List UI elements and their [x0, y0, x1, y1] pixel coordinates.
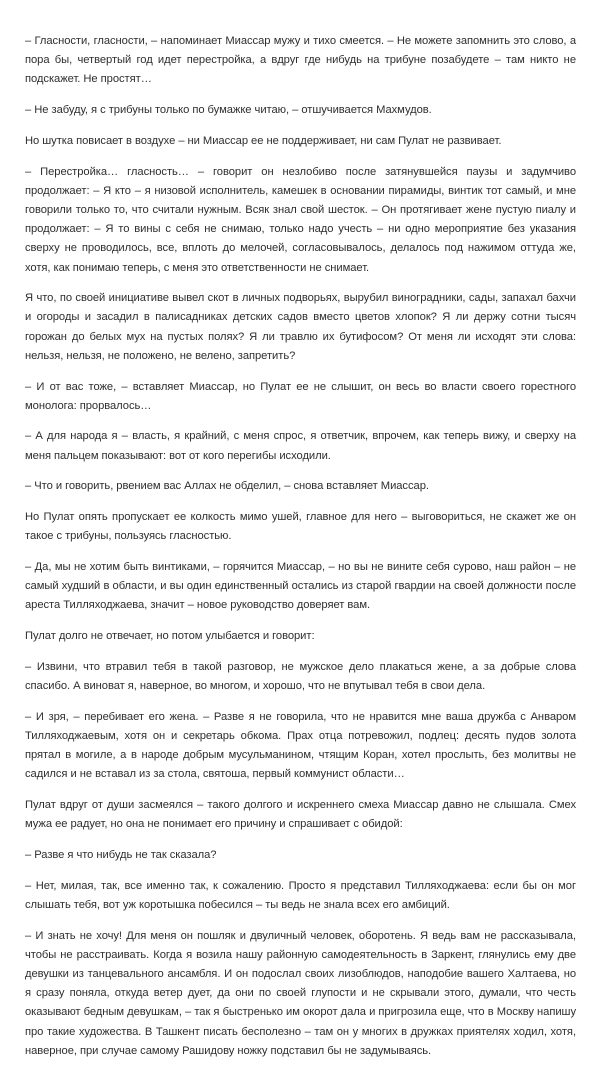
paragraph: – Что и говорить, рвением вас Аллах не обделил, – снова вставляет Миассар.: [25, 480, 429, 493]
paragraph: – И знать не хочу! Для меня он пошляк и двуличный человек, оборотень. Я ведь вам не рассказывала, чтобы не расстраивать. Когда я возила нашу районную самодеятельность в Заркент, глянулись ему две девушки из танцевального ансамбля. И он подослал своих лизоблюдов, наподобие вашего Халтаева, но я сразу поняла, откуда ветер дует, да они по своей глупости и не скрывали этого, думали, что честь оказывают бедным девушкам, – так я быстренько им окорот дала и пригрозила еще, что в Москву напишу про такие художества. В Ташкент писать бесполезно – там он у многих в дружках приятелях ходил, хотя, наверное, при случае самому Рашидову ножку подставил бы не задумываясь.: [25, 929, 576, 1057]
paragraph: – И зря, – перебивает его жена. – Разве я не говорила, что не нравится мне ваша дружба с Анваром Тилляходжаевым, хотя он и секретарь обкома. Прах отца потревожил, подлец: десять пудов золота прятал в могиле, а в народе добрым мусульманином, чтящим Коран, хотел прослыть, без молитвы не садился и не вставал из за стола, святоша, первый коммунист области…: [25, 710, 576, 781]
paragraph: Но Пулат опять пропускает ее колкость мимо ушей, главное для него – выговориться, не скажет же он такое с трибуны, пользуясь гласностью.: [25, 511, 576, 543]
paragraph: Но шутка повисает в воздухе – ни Миассар ее не поддерживает, ни сам Пулат не развивает.: [25, 134, 502, 147]
paragraph: – Разве я что нибудь не так сказала?: [25, 848, 217, 861]
paragraph: – Не забуду, я с трибуны только по бумажке читаю, – отшучивается Махмудов.: [25, 104, 432, 117]
paragraph: – Гласности, гласности, – напоминает Миассар мужу и тихо смеется. – Не можете запомнить это слово, а пора бы, четвертый год идет перестройка, а вдруг где нибудь на трибуне позабудете – там никто не подскажет. Не простят…: [25, 35, 576, 86]
paragraph: Я что, по своей инициативе вывел скот в личных подворьях, вырубил виноградники, сады, запахал бахчи и огороды и засадил в палисадниках детских садов вместо цветов хлопок? Я ли держу сотни тысяч горожан до белых мух на пустых полях? Я ли травлю их бутифосом? От меня ли исходят эти слова: нельзя, нельзя, не положено, не велено, запретить?: [25, 292, 576, 362]
paragraph: Пулат долго не отвечает, но потом улыбается и говорит:: [25, 630, 315, 643]
paragraph: Пулат вдруг от души засмеялся – такого долгого и искреннего смеха Миассар давно не слышала. Смех мужа ее радует, но она не понимает его причину и спрашивает с обидой:: [25, 799, 576, 831]
document-page: [25, 32, 576, 1072]
paragraph: – Перестройка… гласность… – говорит он незлобиво после затянувшейся паузы и задумчиво продолжает: – Я кто – я низовой исполнитель, камешек в основании пирамиды, винтик тот самый, и мне говорили только то, что считали нужным. Всяк знал свой шесток. – Он протягивает жене пустую пиалу и продолжает: – Я то вины с себя не снимаю, только надо учесть – ни одно мероприятие без указания сверху не проводилось, все, вплоть до мелочей, согласовывалось, делалось под нажимом оттуда же, хотя, как понимаю теперь, с меня это ответственности не снимает.: [25, 165, 576, 274]
paragraph: – Извини, что втравил тебя в такой разговор, не мужское дело плакаться жене, а за добрые слова спасибо. А виноват я, наверное, во многом, и хорошо, что не впутывал тебя в свои дела.: [25, 660, 576, 692]
paragraph: – Да, мы не хотим быть винтиками, – горячится Миассар, – но вы не вините себя сурово, наш район – не самый худший в области, и вы один единственный остались из старой гвардии на своей должности после ареста Тилляходжаева, значит – новое руководство доверяет вам.: [25, 560, 576, 612]
paragraph: – И от вас тоже, – вставляет Миассар, но Пулат ее не слышит, он весь во власти своего горестного монолога: прорвалось…: [25, 380, 576, 412]
paragraph: – Нет, милая, так, все именно так, к сожалению. Просто я представил Тилляходжаева: если бы он мог слышать тебя, вот уж коротышка побесился – ты ведь не знала всех его амбиций.: [25, 879, 576, 911]
paragraph: – А для народа я – власть, я крайний, с меня спрос, я ответчик, впрочем, как теперь вижу, и сверху на меня пальцем показывают: вот от кого перегибы исходили.: [25, 430, 576, 462]
